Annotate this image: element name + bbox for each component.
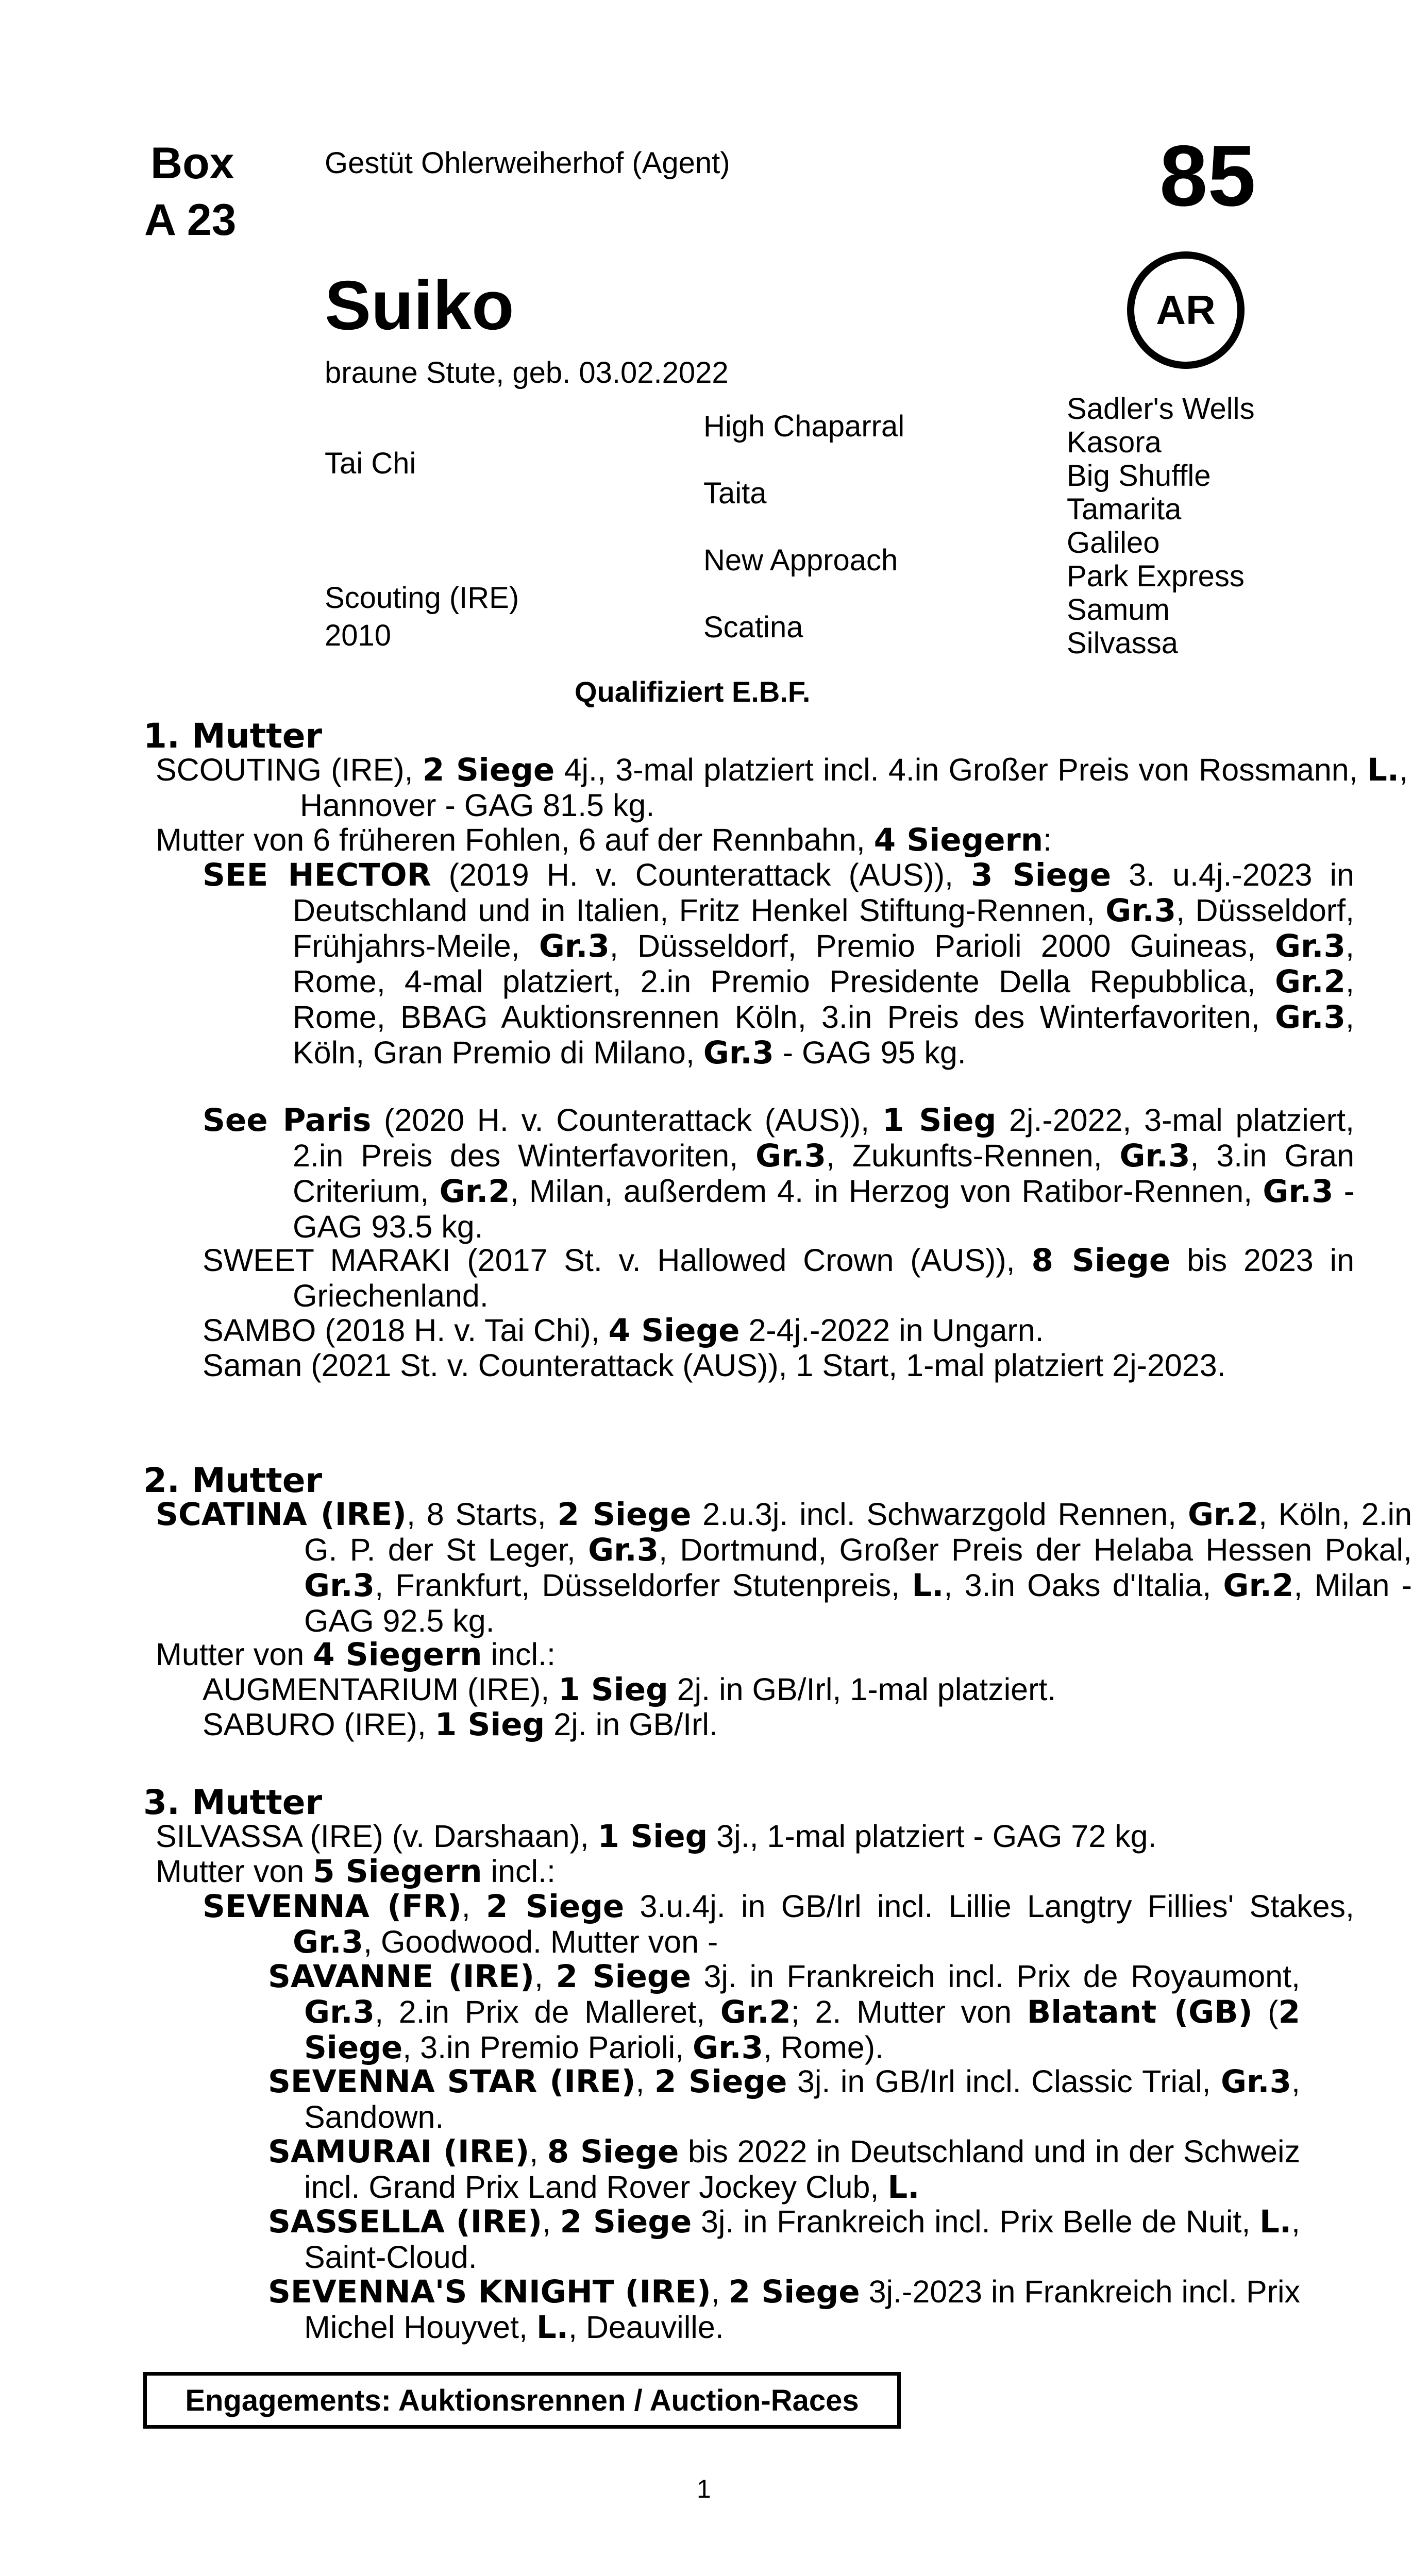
pedigree-dam: Scouting (IRE)	[325, 581, 519, 615]
lot-number: 85	[1159, 127, 1256, 224]
grandproduce-entry: SASSELLA (IRE), 2 Siege 3j. in Frankreich incl. Prix Belle de Nuit, L., Saint-Cloud.	[268, 2204, 1300, 2275]
first-dam-record: SCOUTING (IRE), 2 Siege 4j., 3-mal platziert incl. 4.in Großer Preis von Rossmann, L., Hannover - GAG 81.5 kg.	[156, 752, 1408, 823]
engagements-box	[143, 2372, 901, 2429]
produce-entry: SWEET MARAKI (2017 St. v. Hallowed Crown (AUS)), 8 Siege bis 2023 in Griechenland.	[203, 1242, 1355, 1313]
grandproduce-entry: SEVENNA STAR (IRE), 2 Siege 3j. in GB/Irl incl. Classic Trial, Gr.3, Sandown.	[268, 2063, 1300, 2134]
grandproduce-entry: SAMURAI (IRE), 8 Siege bis 2022 in Deutschland und in der Schweiz incl. Grand Prix Land Rover Jockey Club, L.	[268, 2133, 1300, 2206]
pedigree-sire: Tai Chi	[325, 447, 416, 480]
produce-entry: SEVENNA (FR), 2 Siege 3.u.4j. in GB/Irl incl. Lillie Langtry Fillies' Stakes, Gr.3, Goodwood. Mutter von -	[203, 1888, 1354, 1960]
produce-entry: Saman (2021 St. v. Counterattack (AUS)), 1 Start, 1-mal platziert 2j-2023.	[203, 1348, 1226, 1383]
pedigree-grandparent: Taita	[703, 477, 767, 510]
grandproduce-entry: SEVENNA'S KNIGHT (IRE), 2 Siege 3j.-2023 in Frankreich incl. Prix Michel Houyvet, L., Deauville.	[268, 2274, 1301, 2346]
pedigree-great-grandparent: Tamarita	[1067, 493, 1182, 526]
pedigree-great-grandparent: Park Express	[1067, 560, 1245, 593]
pedigree-great-grandparent: Silvassa	[1067, 626, 1178, 660]
box-number: A 23	[144, 195, 237, 245]
produce-entry: SEE HECTOR (2019 H. v. Counterattack (AUS)), 3 Siege 3. u.4j.-2023 in Deutschland und in Italien, Fritz Henkel Stiftung-Rennen, Gr.3, Düsseldorf, Frühjahrs-Meile, Gr.3, Düsseldorf, Premio Parioli 2000 Guineas, Gr.3, Rome, 4-mal platziert, 2.in Premio Presidente Della Repubblica, Gr.2, Rome, BBAG Auktionsrennen Köln, 3.in Preis des Winterfavoriten, Gr.3, Köln, Gran Premio di Milano, Gr.3 - GAG 95 kg.	[203, 857, 1354, 1071]
pedigree-great-grandparent: Kasora	[1067, 426, 1162, 459]
horse-name: Suiko	[325, 266, 514, 344]
produce-entry: SABURO (IRE), 1 Sieg 2j. in GB/Irl.	[203, 1706, 718, 1743]
third-dam-record: SILVASSA (IRE) (v. Darshaan), 1 Sieg 3j., 1-mal platziert - GAG 72 kg.	[156, 1818, 1157, 1855]
pedigree-great-grandparent: Galileo	[1067, 526, 1160, 560]
pedigree-grandparent: High Chaparral	[703, 410, 905, 443]
page-number: 1	[697, 2475, 711, 2503]
second-dam-heading: 2. Mutter	[143, 1461, 323, 1500]
first-dam-heading: 1. Mutter	[143, 716, 323, 756]
box-label: Box	[150, 139, 234, 188]
horse-description: braune Stute, geb. 03.02.2022	[325, 356, 729, 389]
ar-badge	[1127, 251, 1245, 369]
produce-entry: AUGMENTARIUM (IRE), 1 Sieg 2j. in GB/Irl, 1-mal platziert.	[203, 1671, 1056, 1708]
breeder: Gestüt Ohlerweiherhof (Agent)	[325, 146, 730, 180]
third-dam-produce-summary: Mutter von 5 Siegern incl.:	[156, 1853, 556, 1890]
second-dam-record: SCATINA (IRE), 8 Starts, 2 Siege 2.u.3j. incl. Schwarzgold Rennen, Gr.2, Köln, 2.in G. P. der St Leger, Gr.3, Dortmund, Großer Preis der Helaba Hessen Pokal, Gr.3, Frankfurt, Düsseldorfer Stutenpreis, L., 3.in Oaks d'Italia, Gr.2, Milan - GAG 92.5 kg.	[156, 1496, 1412, 1638]
pedigree-great-grandparent: Sadler's Wells	[1067, 392, 1255, 426]
pedigree-dam-year: 2010	[325, 619, 392, 652]
pedigree-grandparent: New Approach	[703, 544, 898, 577]
pedigree-grandparent: Scatina	[703, 611, 803, 644]
qualification-note: Qualifiziert E.B.F.	[575, 675, 811, 708]
produce-entry: See Paris (2020 H. v. Counterattack (AUS)), 1 Sieg 2j.-2022, 3-mal platziert, 2.in Preis des Winterfavoriten, Gr.3, Zukunfts-Rennen, Gr.3, 3.in Gran Criterium, Gr.2, Milan, außerdem 4. in Herzog von Ratibor-Rennen, Gr.3 - GAG 93.5 kg.	[203, 1102, 1355, 1244]
pedigree-great-grandparent: Big Shuffle	[1067, 459, 1211, 493]
produce-entry: SAMBO (2018 H. v. Tai Chi), 4 Siege 2-4j.-2022 in Ungarn.	[203, 1312, 1044, 1349]
third-dam-heading: 3. Mutter	[143, 1783, 323, 1822]
ar-badge-label: AR	[1156, 287, 1216, 333]
second-dam-produce-summary: Mutter von 4 Siegern incl.:	[156, 1636, 556, 1673]
engagements-label: Engagements: Auktionsrennen / Auction-Races	[185, 2383, 859, 2417]
grandproduce-entry: SAVANNE (IRE), 2 Siege 3j. in Frankreich incl. Prix de Royaumont, Gr.3, 2.in Prix de Malleret, Gr.2; 2. Mutter von Blatant (GB) (2 Siege, 3.in Premio Parioli, Gr.3, Rome).	[268, 1958, 1301, 2066]
pedigree-great-grandparent: Samum	[1067, 593, 1170, 626]
first-dam-produce-summary: Mutter von 6 früheren Fohlen, 6 auf der Rennbahn, 4 Siegern:	[156, 822, 1052, 858]
